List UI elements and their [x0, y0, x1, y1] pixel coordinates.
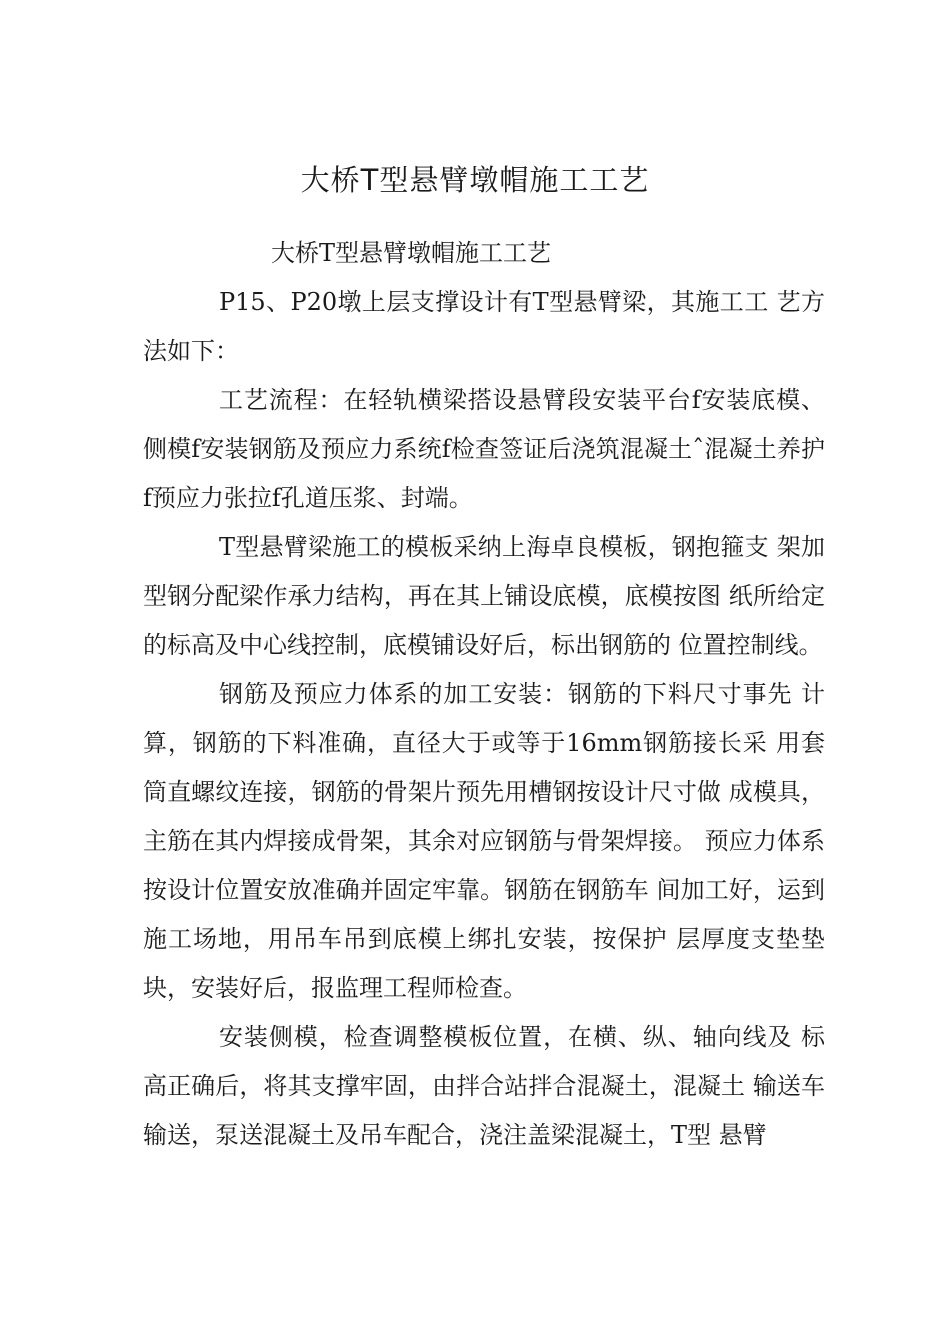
paragraph-side-forms-concrete: 安装侧模，检查调整模板位置，在横、纵、轴向线及 标高正确后，将其支撑牢固，由拌合站拌合混凝土，混凝土 输送车输送，泵送混凝土及吊车配合，浇注盖梁混凝土，T型 悬臂 [143, 1023, 825, 1149]
paragraph-intro: P15、P20墩上层支撑设计有T型悬臂梁，其施工工 艺方法如下： [143, 288, 825, 365]
document-title: 大桥T型悬臂墩帽施工工艺 [300, 163, 650, 197]
paragraph-process-flow: 工艺流程：在轻轨横梁搭设悬臂段安装平台f安装底模、侧模f安装钢筋及预应力系统f检查签证后浇筑混凝土ˆ混凝土养护f预应力张拉f孔道压浆、封端。 [143, 386, 825, 512]
paragraph-rebar-prestress: 钢筋及预应力体系的加工安装：钢筋的下料尺寸事先 计算，钢筋的下料准确，直径大于或等于16mm钢筋接长采 用套筒直螺纹连接，钢筋的骨架片预先用槽钢按设计尺寸做 成模具，主筋在其内焊接成骨架，其余对应钢筋与骨架焊接。 预应力体系按设计位置安放准确并固定牢靠。钢筋在钢筋车 间加工好，运到施工场地，用吊车吊到底模上绑扎安装，按保护 层厚度支垫垫块，安装好后，报监理工程师检查。 [143, 680, 825, 1002]
paragraph-formwork: T型悬臂梁施工的模板采纳上海卓良模板，钢抱箍支 架加型钢分配梁作承力结构，再在其上铺设底模，底模按图 纸所给定的标高及中心线控制，底模铺设好后，标出钢筋的 位置控制线。 [143, 533, 825, 659]
document-body [143, 229, 825, 1160]
document-subtitle: 大桥T型悬臂墩帽施工工艺 [271, 239, 552, 267]
